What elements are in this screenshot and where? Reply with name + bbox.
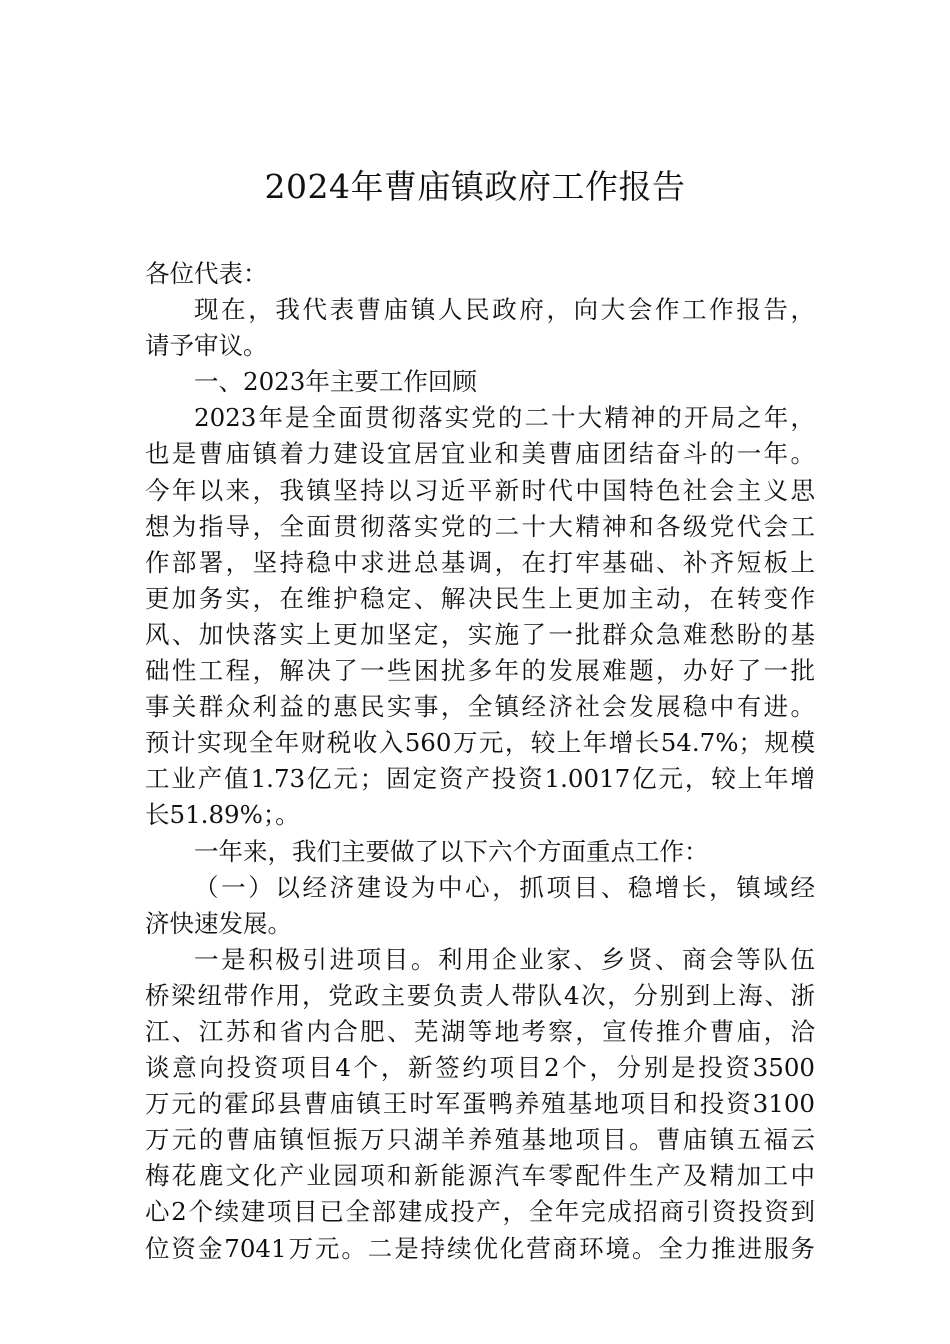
body-text-line: 济快速发展。 [145,908,292,938]
document-body [145,256,815,1267]
body-text-line: 梅花鹿文化产业园项和新能源汽车零配件生产及精加工中 [145,1161,815,1191]
body-text-line: 心2个续建项目已全部建成投产，全年完成招商引资投资到 [145,1197,815,1227]
body-text-line: 万元的曹庙镇恒振万只湖羊养殖基地项目。曹庙镇五福云 [145,1125,815,1155]
body-text-line: 现在，我代表曹庙镇人民政府，向大会作工作报告， [194,295,815,325]
body-text-line: 一、2023年主要工作回顾 [194,367,477,397]
body-text-line: 更加务实，在维护稳定、解决民生上更加主动，在转变作 [145,583,815,613]
body-text-line: 今年以来，我镇坚持以习近平新时代中国特色社会主义思 [145,475,815,505]
body-text-line: 位资金7041万元。二是持续优化营商环境。全力推进服务 [145,1233,815,1263]
body-text-line: 2023年是全面贯彻落实党的二十大精神的开局之年， [194,403,815,433]
body-text-line: 请予审议。 [145,331,268,361]
body-text-line: 想为指导，全面贯彻落实党的二十大精神和各级党代会工 [145,511,815,541]
body-text-line: 预计实现全年财税收入560万元，较上年增长54.7%；规模 [145,728,815,758]
document-title: 2024年曹庙镇政府工作报告 [264,167,686,206]
body-text-line: 江、江苏和省内合肥、芜湖等地考察，宣传推介曹庙，洽 [145,1016,815,1046]
body-text-line: 桥梁纽带作用，党政主要负责人带队4次，分别到上海、浙 [145,980,815,1010]
body-text-line: 础性工程，解决了一些困扰多年的发展难题，办好了一批 [145,656,815,686]
body-text-line: 事关群众利益的惠民实事，全镇经济社会发展稳中有进。 [145,692,815,722]
body-text-line: 一年来，我们主要做了以下六个方面重点工作： [194,836,709,866]
body-text-line: 谈意向投资项目4个，新签约项目2个，分别是投资3500 [145,1053,815,1083]
body-text-line: 工业产值1.73亿元；固定资产投资1.0017亿元，较上年增 [145,764,815,794]
body-text-line: 作部署，坚持稳中求进总基调，在打牢基础、补齐短板上 [145,547,815,577]
body-text-line: 各位代表： [145,259,268,288]
body-text-line: 一是积极引进项目。利用企业家、乡贤、商会等队伍 [194,944,815,974]
body-text-line: 风、加快落实上更加坚定，实施了一批群众急难愁盼的基 [145,619,815,649]
body-text-line: （一）以经济建设为中心，抓项目、稳增长，镇域经 [194,872,815,902]
body-text-line: 万元的霍邱县曹庙镇王时军蛋鸭养殖基地项目和投资3100 [145,1089,815,1119]
body-text-line: 也是曹庙镇着力建设宜居宜业和美曹庙团结奋斗的一年。 [145,439,815,469]
body-text-line: 长51.89%；。 [145,800,300,830]
